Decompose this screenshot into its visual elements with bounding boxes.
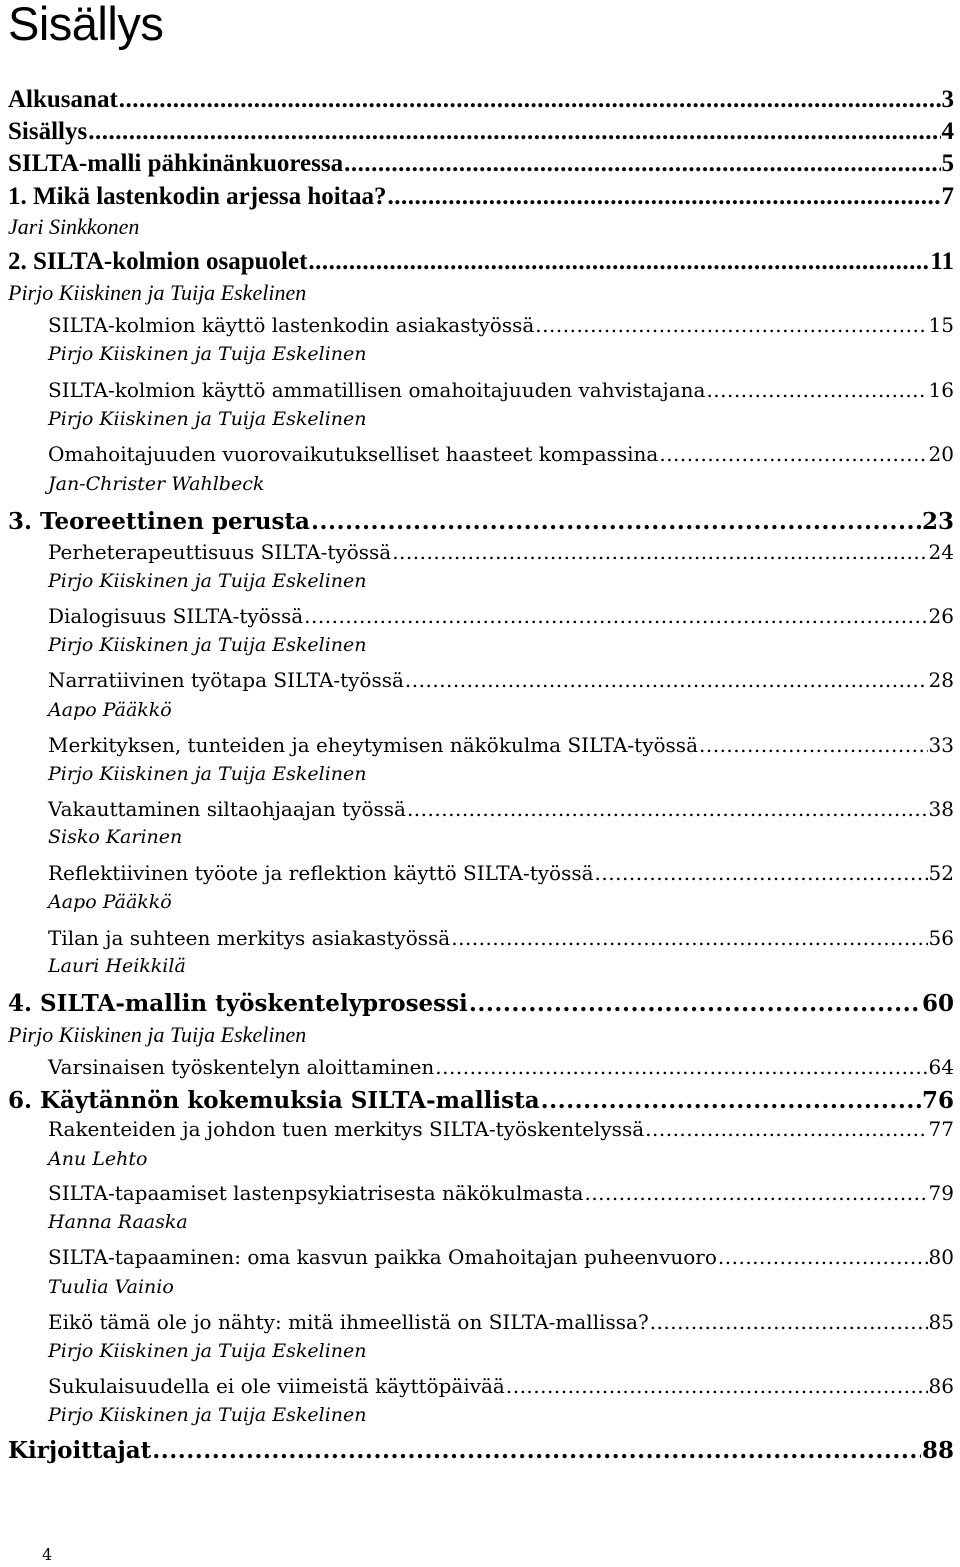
toc-entry: [48, 861, 954, 893]
toc-entry-title: Kirjoittajat: [8, 1437, 152, 1464]
toc-entry: [8, 1437, 954, 1469]
toc-entry-page: 33: [928, 733, 954, 757]
toc-entry: [48, 604, 954, 636]
toc-entry-page: 79: [928, 1181, 954, 1205]
toc-entry-page: 15: [928, 313, 954, 337]
toc-entry-title: 2. SILTA-kolmion osapuolet: [8, 248, 308, 275]
dot-leader: [469, 990, 921, 1017]
toc-entry: [8, 118, 954, 150]
toc-entry-title: 3. Teoreettinen perusta: [8, 508, 310, 535]
page-number: 4: [42, 1545, 53, 1564]
dot-leader: [506, 1374, 928, 1398]
toc-entry-page: 80: [928, 1245, 954, 1269]
toc-entry-title: 4. SILTA-mallin työskentelyprosessi: [8, 990, 468, 1017]
toc-entry: [8, 183, 954, 215]
dot-leader: [405, 668, 928, 692]
toc-entry-author: Pirjo Kiiskinen ja Tuija Eskelinen: [48, 634, 367, 656]
toc-entry-title: Tilan ja suhteen merkitys asiakastyössä: [48, 926, 451, 950]
dot-leader: [659, 442, 927, 466]
toc-entry-page: 56: [928, 926, 954, 950]
dot-leader: [152, 1437, 921, 1464]
dot-leader: [304, 604, 927, 628]
toc-entry-author: Pirjo Kiiskinen ja Tuija Eskelinen: [8, 1022, 307, 1047]
dot-leader: [706, 378, 927, 402]
toc-entry-page: 5: [941, 150, 954, 177]
dot-leader: [584, 1181, 927, 1205]
toc-entry-author: Pirjo Kiiskinen ja Tuija Eskelinen: [48, 763, 367, 785]
toc-entry-author: Anu Lehto: [48, 1148, 148, 1170]
toc-entry-title: Alkusanat: [8, 86, 118, 113]
toc-entry: [8, 990, 954, 1022]
toc-entry: [48, 1374, 954, 1406]
toc-entry-title: Eikö tämä ole jo nähty: mitä ihmeellistä on SILTA-mallissa?: [48, 1310, 649, 1334]
toc-entry-title: Reflektiivinen työote ja reflektion käyttö SILTA-työssä: [48, 861, 594, 885]
dot-leader: [650, 1310, 928, 1334]
toc-entry-title: Sukulaisuudella ei ole viimeistä käyttöpäivää: [48, 1374, 505, 1398]
toc-entry-page: 16: [928, 378, 954, 402]
toc-entry: [8, 1087, 954, 1119]
toc-entry-author: Aapo Pääkkö: [48, 891, 172, 913]
toc-entry-author: Sisko Karinen: [48, 826, 183, 848]
toc-entry: [48, 1310, 954, 1342]
toc-entry-page: 3: [941, 86, 954, 113]
toc-entry-page: 86: [928, 1374, 954, 1398]
toc-entry-page: 24: [928, 540, 954, 564]
toc-entry-author: Tuulia Vainio: [48, 1276, 174, 1298]
toc-entry-page: 77: [928, 1117, 954, 1141]
dot-leader: [388, 183, 941, 211]
toc-entry: [8, 508, 954, 540]
toc-entry-title: 1. Mikä lastenkodin arjessa hoitaa?: [8, 183, 387, 210]
toc-entry-author: Pirjo Kiiskinen ja Tuija Eskelinen: [48, 1340, 367, 1362]
toc-entry: [8, 248, 954, 280]
toc-entry: [48, 378, 954, 410]
toc-entry: [48, 926, 954, 958]
toc-entry-author: Jan-Christer Wahlbeck: [48, 473, 265, 495]
toc-entry-page: 52: [928, 861, 954, 885]
toc-entry-page: 88: [921, 1437, 954, 1464]
dot-leader: [88, 118, 940, 146]
toc-entry-title: SILTA-malli pähkinänkuoressa: [8, 150, 344, 177]
toc-entry-page: 4: [941, 118, 954, 145]
toc-entry-page: 38: [928, 797, 954, 821]
toc-entry-title: SILTA-tapaamiset lastenpsykiatrisesta näkökulmasta: [48, 1181, 584, 1205]
toc-entry: [48, 442, 954, 474]
toc-entry-page: 23: [921, 508, 954, 535]
toc-entry-title: Merkityksen, tunteiden ja eheytymisen näkökulma SILTA-työssä: [48, 733, 698, 757]
toc-entry-title: SILTA-kolmion käyttö ammatillisen omahoitajuuden vahvistajana: [48, 378, 706, 402]
toc-entry: [48, 1181, 954, 1213]
dot-leader: [435, 1055, 927, 1079]
dot-leader: [119, 86, 941, 114]
page-title: Sisällys: [8, 0, 164, 50]
toc-entry: [48, 668, 954, 700]
toc-entry-author: Pirjo Kiiskinen ja Tuija Eskelinen: [48, 570, 367, 592]
dot-leader: [344, 150, 940, 178]
toc-entry: [48, 540, 954, 572]
toc-entry-page: 7: [941, 183, 954, 210]
dot-leader: [407, 797, 928, 821]
toc-entry-page: 60: [921, 990, 954, 1017]
toc-entry-page: 20: [928, 442, 954, 466]
toc-entry-title: SILTA-tapaaminen: oma kasvun paikka Omahoitajan puheenvuoro: [48, 1245, 717, 1269]
toc-entry-author: Pirjo Kiiskinen ja Tuija Eskelinen: [48, 1404, 367, 1426]
dot-leader: [311, 508, 921, 535]
toc-entry-title: Dialogisuus SILTA-työssä: [48, 604, 304, 628]
dot-leader: [541, 1087, 921, 1114]
toc-entry-page: 28: [928, 668, 954, 692]
toc-entry: [48, 1055, 954, 1087]
toc-entry: [8, 86, 954, 118]
toc-entry: [48, 1245, 954, 1277]
dot-leader: [595, 861, 928, 885]
toc-entry: [48, 733, 954, 765]
dot-leader: [699, 733, 928, 757]
toc-entry-title: SILTA-kolmion käyttö lastenkodin asiakastyössä: [48, 313, 535, 337]
toc-entry: [48, 313, 954, 345]
toc-entry-author: Pirjo Kiiskinen ja Tuija Eskelinen: [48, 343, 367, 365]
dot-leader: [308, 248, 929, 276]
dot-leader: [535, 313, 927, 337]
toc-entry-author: Hanna Raaska: [48, 1211, 188, 1233]
toc-entry-page: 85: [928, 1310, 954, 1334]
toc-entry-title: Narratiivinen työtapa SILTA-työssä: [48, 668, 404, 692]
toc-entry-title: Rakenteiden ja johdon tuen merkitys SILTA-työskentelyssä: [48, 1117, 645, 1141]
dot-leader: [718, 1245, 928, 1269]
toc-entry: [8, 150, 954, 182]
toc-entry: [48, 1117, 954, 1149]
toc-entry-title: Varsinaisen työskentelyn aloittaminen: [48, 1055, 435, 1079]
dot-leader: [392, 540, 927, 564]
toc-entry: [48, 797, 954, 829]
toc-entry-author: Jari Sinkkonen: [8, 214, 140, 239]
toc-entry-page: 64: [928, 1055, 954, 1079]
toc-entry-page: 26: [928, 604, 954, 628]
dot-leader: [451, 926, 927, 950]
toc-entry-page: 11: [930, 248, 954, 275]
toc-entry-page: 76: [921, 1087, 954, 1114]
toc-entry-title: Vakauttaminen siltaohjaajan työssä: [48, 797, 406, 821]
toc-entry-author: Pirjo Kiiskinen ja Tuija Eskelinen: [48, 408, 367, 430]
toc-entry-title: 6. Käytännön kokemuksia SILTA-mallista: [8, 1087, 540, 1114]
toc-entry-author: Lauri Heikkilä: [48, 955, 186, 977]
dot-leader: [645, 1117, 927, 1141]
toc-entry-title: Omahoitajuuden vuorovaikutukselliset haasteet kompassina: [48, 442, 659, 466]
toc-entry-author: Aapo Pääkkö: [48, 699, 172, 721]
toc-entry-title: Sisällys: [8, 118, 88, 145]
toc-entry-author: Pirjo Kiiskinen ja Tuija Eskelinen: [8, 280, 307, 305]
toc-entry-title: Perheterapeuttisuus SILTA-työssä: [48, 540, 392, 564]
